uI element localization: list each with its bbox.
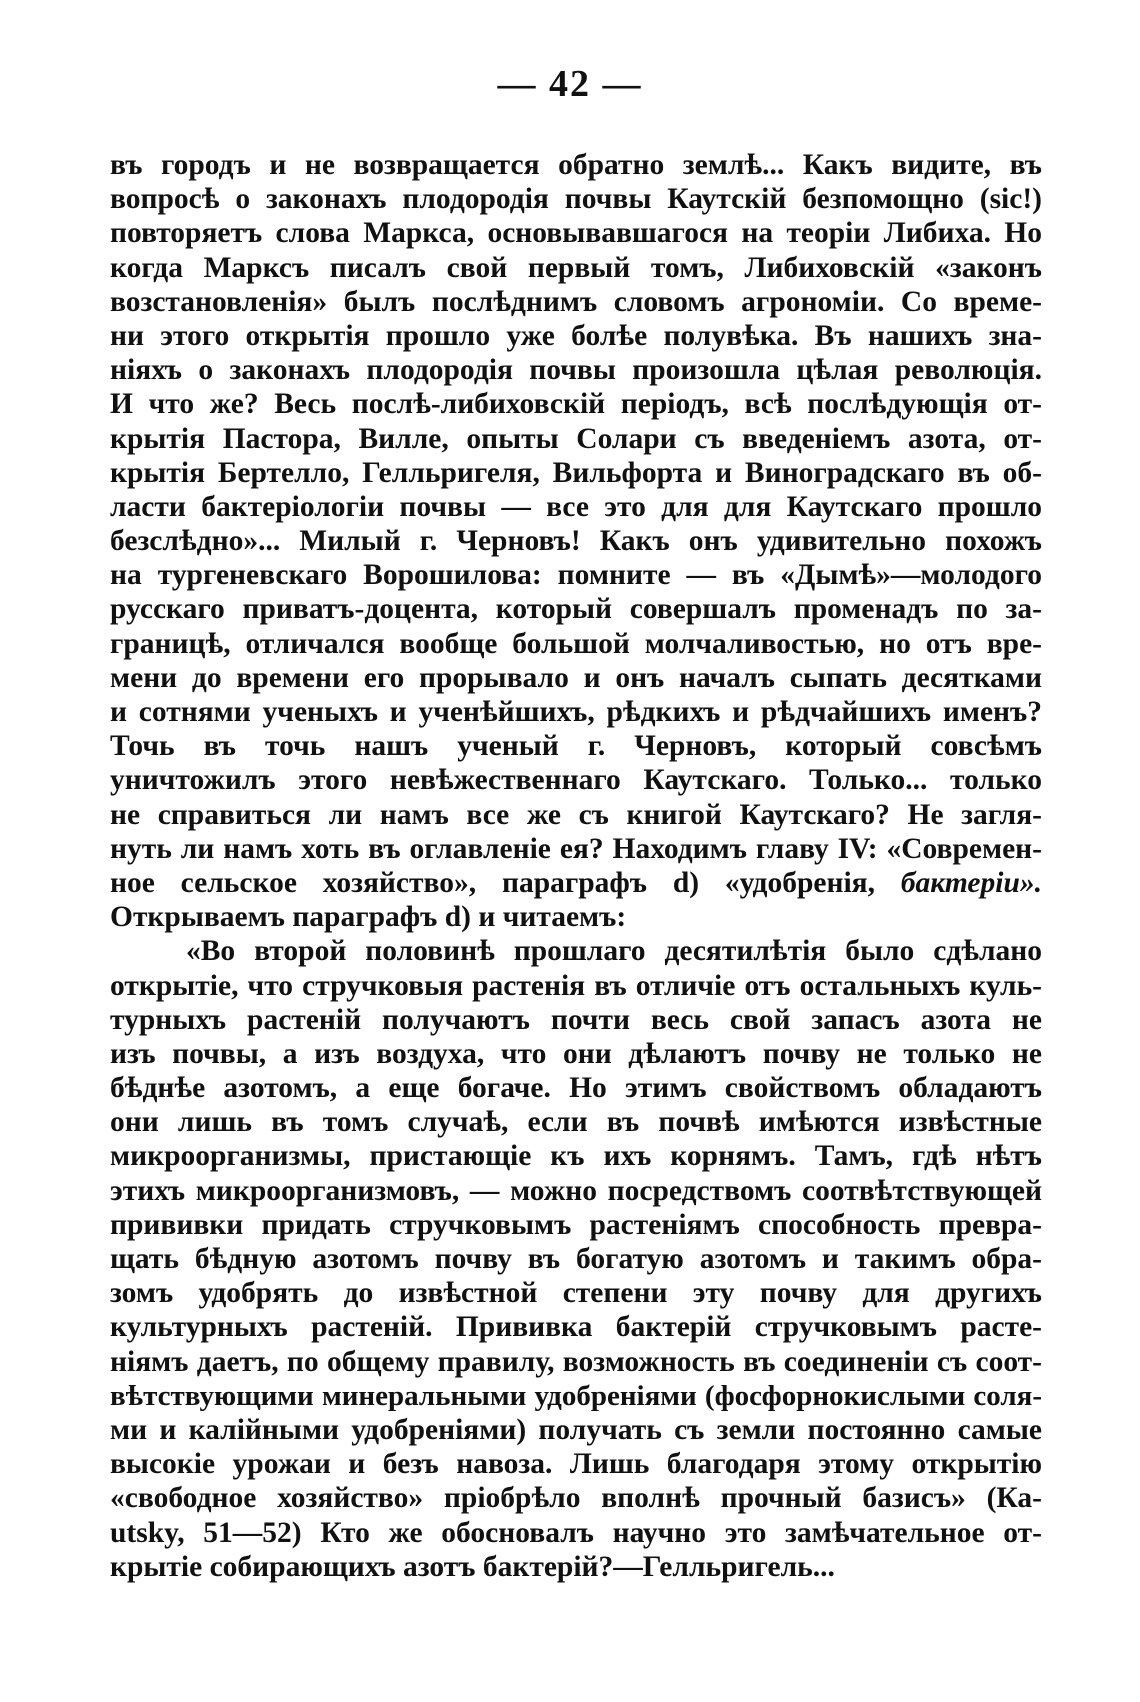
text-line: въ городъ и не возвращается обратно землѣ... Какъ видите, въ	[110, 149, 1042, 181]
text-line: крытія Бертелло, Гелльригеля, Вильфорта и Виноградскаго въ об-	[110, 456, 1042, 489]
text-line: И что же? Весь послѣ-либиховскій періодъ, всѣ послѣдующія от-	[110, 388, 1042, 421]
text-line: utsky, 51—52) Кто же обосновалъ научно это замѣчательное от-	[110, 1516, 1042, 1549]
text-line: когда Марксъ писалъ свой первый томъ, Либиховскій «законъ	[110, 251, 1042, 284]
page-number: — 42 —	[497, 63, 643, 105]
text-line: «свободное хозяйство» пріобрѣло вполнѣ прочный базисъ» (Ка-	[110, 1482, 1042, 1515]
text-line: зомъ удобрять до извѣстной степени эту почву для другихъ	[110, 1277, 1042, 1310]
text-line: крытіе собирающихъ азотъ бактерій?—Гелльригель...	[110, 1550, 835, 1583]
text-line: ласти бактеріологіи почвы — все это для для Каутскаго прошло	[110, 490, 1042, 523]
text-line: вѣтствующими минеральными удобреніями (фосфорнокислыми соля-	[110, 1379, 1042, 1412]
text-line: ніямъ даетъ, по общему правилу, возможность въ соединеніи съ соот-	[110, 1345, 1042, 1378]
text-line: и сотнями ученыхъ и ученѣйшихъ, рѣдкихъ и рѣдчайшихъ именъ?	[110, 696, 1042, 728]
text-line: прививки придать стручковымъ растеніямъ способность превра-	[110, 1208, 1042, 1241]
text-line: границѣ, отличался вообще большой молчаливостью, но отъ вре-	[110, 627, 1042, 660]
text-line: вопросѣ о законахъ плодородія почвы Каутскій безпомощно (sic!)	[110, 183, 1042, 216]
text-line: турныхъ растеній получаютъ почти весь свой запасъ азота не	[110, 1003, 1042, 1036]
text-line: открытіе, что стручковыя растенія въ отличіе отъ остальныхъ куль-	[110, 969, 1042, 1002]
text-line-with-emphasis	[110, 866, 1042, 900]
text-line: щать бѣдную азотомъ почву въ богатую азотомъ и такимъ обра-	[110, 1243, 1042, 1275]
text-line-part: ное сельское хозяйство», параграфъ d) «удобренія,	[110, 866, 875, 899]
text-line: этихъ микроорганизмовъ, — можно посредствомъ соотвѣтствующей	[110, 1174, 1042, 1207]
text-line: бѣднѣе азотомъ, а еще богаче. Но этимъ свойствомъ обладаютъ	[110, 1072, 1042, 1105]
text-line: безслѣдно»... Милый г. Черновъ! Какъ онъ удивительно похожъ	[110, 525, 1042, 558]
text-line: они лишь въ томъ случаѣ, если въ почвѣ имѣются извѣстные	[110, 1106, 1042, 1139]
text-line: высокіе урожаи и безъ навоза. Лишь благодаря этому открытію	[110, 1448, 1042, 1481]
text-line: русскаго приватъ-доцента, который совершалъ променадъ по за-	[110, 593, 1042, 626]
text-line: крытія Пастора, Вилле, опыты Солари съ введеніемъ азота, от-	[110, 422, 1042, 455]
text-line: мени до времени его прорывало и онъ началъ сыпать десятками	[110, 661, 1042, 694]
text-line: культурныхъ растеній. Прививка бактерій стручковымъ расте-	[110, 1311, 1042, 1344]
emphasized-word: бактеріи».	[900, 866, 1042, 899]
text-line: ми и калійными удобреніями) получать съ земли постоянно самые	[110, 1413, 1042, 1446]
quote-first-line: «Во второй половинѣ прошлаго десятилѣтія было сдѣлано	[186, 935, 1042, 968]
text-line: ни этого открытія прошло уже болѣе полувѣка. Въ нашихъ зна-	[110, 319, 1042, 352]
text-line: нуть ли намъ хоть въ оглавленіе ея? Находимъ главу IV: «Современ-	[110, 832, 1042, 865]
text-line: изъ почвы, а изъ воздуха, что они дѣлаютъ почву не только не	[110, 1037, 1042, 1070]
body-text	[110, 148, 1042, 1584]
text-line: ніяхъ о законахъ плодородія почвы произошла цѣлая революція.	[110, 354, 1042, 387]
text-line: на тургеневскаго Ворошилова: помните — въ «Дымѣ»—молодого	[110, 559, 1042, 592]
text-line: возстановленія» былъ послѣднимъ словомъ агрономіи. Со време-	[110, 285, 1042, 318]
text-line: Открываемъ параграфъ d) и читаемъ:	[110, 901, 627, 934]
text-line: Точь въ точь нашъ ученый г. Черновъ, который совсѣмъ	[110, 730, 1042, 763]
text-line: не справиться ли намъ все же съ книгой Каутскаго? Не загля-	[110, 798, 1042, 831]
text-line: уничтожилъ этого невѣжественнаго Каутскаго. Только... только	[110, 764, 1042, 797]
text-line: повторяетъ слова Маркса, основывавшагося на теоріи Либиха. Но	[110, 217, 1042, 250]
text-line: микроорганизмы, пристающіе къ ихъ корнямъ. Тамъ, гдѣ нѣтъ	[110, 1140, 1042, 1173]
